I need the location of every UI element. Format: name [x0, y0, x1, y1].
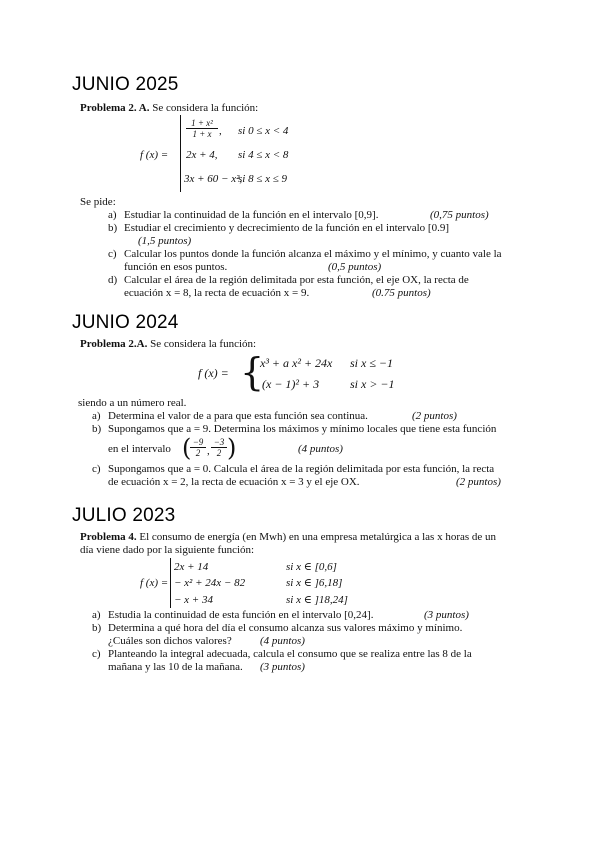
case-1-condition: si x ≤ −1: [350, 356, 394, 370]
item-b-text-1: Supongamos que a = 9. Determina los máximos y mínimo locales que tiene esta función: [108, 423, 497, 435]
item-c-text-1: Planteando la integral adecuada, calcula el consumo que se realiza entre las 8 de la: [108, 648, 472, 660]
fraction: [186, 118, 218, 139]
item-d-points: (0.75 puntos): [372, 287, 431, 299]
problem-label: Problema 2. A.: [80, 102, 150, 114]
case-3-condition: si 8 ≤ x ≤ 9: [238, 173, 288, 185]
case-1-tail: ,: [219, 125, 222, 137]
problem-heading: [80, 338, 256, 351]
piecewise-brace: {: [240, 350, 265, 394]
section-title-julio-2023: JULIO 2023: [72, 505, 176, 526]
problem-intro: Se considera la función:: [149, 102, 259, 114]
item-b-label: b): [92, 622, 102, 634]
item-b-points: (1,5 puntos): [138, 235, 192, 247]
item-d-text-1: Calcular el área de la región delimitada por esta función, el eje OX, la recta de: [124, 274, 469, 286]
se-pide: Se pide:: [80, 196, 116, 208]
fraction-numerator: 1 + x²: [186, 118, 218, 129]
problem-intro: Se considera la función:: [147, 338, 257, 350]
case-2-expression: 2x + 4,: [186, 149, 218, 161]
item-c-text-1: Calcular los puntos donde la función alcanza el máximo y el mínimo, y cuanto vale la: [124, 248, 502, 260]
case-2-condition: si 4 ≤ x < 8: [238, 149, 289, 161]
case-2-expression: − x² + 24x − 82: [174, 577, 246, 589]
item-d-label: d): [108, 274, 118, 286]
item-a-label: a): [92, 410, 101, 422]
item-c-text-1: Supongamos que a = 0. Calcula el área de la región delimitada por esta función, la recta: [108, 463, 495, 475]
case-3-condition: si x ∈ ]18,24]: [286, 594, 348, 606]
case-1-expression: x³ + a x² + 24x: [260, 356, 333, 370]
item-a-label: a): [92, 609, 101, 621]
item-c-points: (3 puntos): [260, 661, 305, 673]
fraction-2-denominator: 2: [216, 448, 222, 458]
function-name: f (x) =: [140, 577, 169, 589]
item-a-text: Estudia la continuidad de esta función en el intervalo [0,24].: [108, 609, 374, 621]
item-b-text-2: ¿Cuáles son dichos valores?: [108, 635, 232, 647]
item-c-text-2: mañana y las 10 de la mañana.: [108, 661, 243, 673]
problem-label: Problema 4.: [80, 531, 137, 543]
item-b-points: (4 puntos): [260, 635, 305, 647]
item-c-text-2: función en esos puntos.: [124, 261, 228, 273]
fraction-2-numerator: −3: [211, 437, 227, 448]
item-c-label: c): [108, 248, 117, 260]
piecewise-brace: [180, 115, 181, 192]
open-paren: (: [182, 434, 192, 462]
item-a-label: a): [108, 209, 117, 221]
problem-heading: [80, 102, 258, 115]
fraction-1-numerator: −9: [190, 437, 206, 448]
item-c-label: c): [92, 463, 101, 475]
item-b-label: b): [108, 222, 118, 234]
item-c-text-2: de ecuación x = 2, la recta de ecuación x = 3 y el eje OX.: [108, 476, 360, 488]
case-1-expression: 2x + 14: [174, 561, 209, 573]
case-1-condition: si 0 ≤ x < 4: [238, 125, 289, 137]
function-name: f (x) =: [140, 149, 169, 161]
item-a-text: Determina el valor de a para que esta función sea continua.: [108, 410, 368, 422]
section-title-junio-2024: JUNIO 2024: [72, 312, 179, 333]
problem-heading: [80, 531, 496, 544]
fraction-1: [190, 437, 206, 458]
fraction-1-denominator: 2: [195, 448, 201, 458]
item-d-text-2: ecuación x = 8, la recta de ecuación x = 9.: [124, 287, 310, 299]
item-c-label: c): [92, 648, 101, 660]
case-2-condition: si x ∈ ]6,18]: [286, 577, 343, 589]
fraction-2: [211, 437, 227, 458]
interval-comma: ,: [207, 445, 210, 457]
problem-text-1: El consumo de energía (en Mwh) en una empresa metalúrgica a las x horas de un: [136, 531, 497, 543]
item-b-text: Estudiar el crecimiento y decrecimiento de la función en el intervalo [0.9]: [124, 222, 449, 234]
item-c-points: (2 puntos): [456, 476, 501, 488]
item-a-text: Estudiar la continuidad de la función en el intervalo [0,9].: [124, 209, 379, 221]
item-b-points: (4 puntos): [298, 443, 343, 455]
item-b-text-1: Determina a qué hora del día el consumo alcanza sus valores máximo y mínimo.: [108, 622, 463, 634]
case-1-condition: si x ∈ [0,6]: [286, 561, 337, 573]
problem-label: Problema 2.A.: [80, 338, 148, 350]
siendo-text: siendo a un número real.: [78, 397, 187, 409]
close-paren: ): [227, 434, 237, 462]
item-b-label: b): [92, 423, 102, 435]
case-3-expression: − x + 34: [174, 594, 213, 606]
case-2-condition: si x > −1: [350, 377, 395, 391]
item-a-points: (0,75 puntos): [430, 209, 489, 221]
problem-text-2: día viene dado por la siguiente función:: [80, 544, 255, 556]
fraction-denominator: 1 + x: [192, 129, 212, 139]
section-title-junio-2025: JUNIO 2025: [72, 74, 179, 95]
function-name: f (x) =: [198, 366, 229, 380]
case-2-expression: (x − 1)² + 3: [262, 377, 320, 391]
item-b-text-2: en el intervalo: [108, 443, 171, 455]
item-c-points: (0,5 puntos): [328, 261, 382, 273]
piecewise-brace: [170, 558, 171, 608]
item-a-points: (3 puntos): [424, 609, 469, 621]
item-a-points: (2 puntos): [412, 410, 457, 422]
case-3-expression: 3x + 60 − x²,: [184, 173, 243, 185]
